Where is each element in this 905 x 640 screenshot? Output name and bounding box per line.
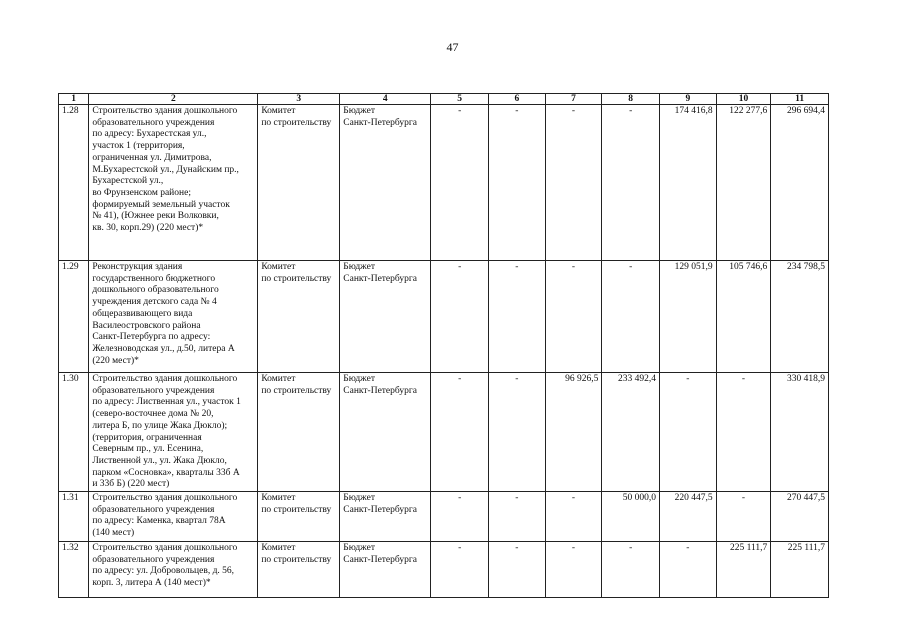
row-description	[89, 373, 258, 492]
row-value-c9: 129 051,9	[659, 261, 716, 373]
row-customer	[258, 542, 340, 598]
col-header-4: 4	[340, 94, 431, 105]
col-header-5: 5	[431, 94, 489, 105]
row-description-line: Строительство здания дошкольного	[92, 106, 238, 116]
column-number-row	[59, 94, 829, 105]
row-value-c5: -	[431, 261, 489, 373]
row-value-c10: 225 111,7	[716, 542, 771, 598]
row-description-line: общеразвивающего вида	[92, 308, 193, 319]
row-funding-source-line: Бюджет	[343, 106, 375, 116]
row-value-c11: 234 798,5	[771, 261, 829, 373]
row-funding-source	[340, 105, 431, 261]
row-description-line: во Фрунзенском районе;	[92, 187, 191, 198]
row-description-line: образовательного учреждения	[92, 385, 215, 396]
row-customer-line: по строительству	[261, 554, 332, 565]
row-value-c5: -	[431, 373, 489, 492]
row-customer	[258, 492, 340, 542]
row-value-c9: -	[659, 542, 716, 598]
row-description-line: по адресу: Лиственная ул., участок 1	[92, 397, 241, 408]
row-description-line: Северным пр., ул. Есенина,	[92, 444, 204, 455]
row-description	[89, 492, 258, 542]
row-value-c7: -	[545, 105, 602, 261]
row-funding-source-line: Санкт-Петербурга	[343, 385, 417, 396]
row-funding-source-line: Санкт-Петербурга	[343, 117, 417, 128]
row-value-c7: 96 926,5	[545, 373, 602, 492]
row-description-line: образовательного учреждения	[92, 504, 215, 515]
row-description-line: Железноводская ул., д.50, литера А	[92, 343, 235, 354]
col-header-1: 1	[59, 94, 89, 105]
row-description-line: (северо-восточнее дома № 20,	[92, 409, 214, 420]
row-value-c11: 225 111,7	[771, 542, 829, 598]
row-description-line: Бухарестской ул.,	[92, 176, 164, 187]
col-header-7: 7	[545, 94, 602, 105]
row-value-c6: -	[489, 261, 546, 373]
row-value-c6: -	[489, 542, 546, 598]
col-header-9: 9	[659, 94, 716, 105]
row-value-c10: -	[716, 373, 771, 492]
row-customer-line: Комитет	[261, 262, 296, 272]
row-funding-source-line: Бюджет	[343, 374, 375, 384]
row-customer-line: по строительству	[261, 504, 332, 515]
row-funding-source-line: Бюджет	[343, 262, 375, 272]
row-description-line: Санкт-Петербурга по адресу:	[92, 332, 211, 343]
row-customer-line: по строительству	[261, 273, 332, 284]
row-value-c7: -	[545, 542, 602, 598]
row-description-line: кв. 30, корп.29) (220 мест)*	[92, 223, 204, 234]
table-row	[59, 261, 829, 373]
row-customer	[258, 105, 340, 261]
row-description-line: (140 мест)	[92, 528, 135, 539]
row-value-c11: 270 447,5	[771, 492, 829, 542]
row-description	[89, 105, 258, 261]
row-value-c5: -	[431, 542, 489, 598]
row-id: 1.29	[59, 261, 89, 373]
row-id: 1.32	[59, 542, 89, 598]
row-customer-line: по строительству	[261, 385, 332, 396]
row-description-line: М.Бухарестской ул., Дунайским пр.,	[92, 164, 239, 175]
row-value-c9: 220 447,5	[659, 492, 716, 542]
row-value-c11: 330 418,9	[771, 373, 829, 492]
table-row	[59, 105, 829, 261]
row-description-line: Василеостровского района	[92, 320, 201, 331]
row-customer-line: по строительству	[261, 117, 332, 128]
row-customer	[258, 261, 340, 373]
row-customer-line: Комитет	[261, 106, 296, 116]
row-description-line: по адресу: Каменка, квартал 78А	[92, 516, 226, 527]
row-funding-source	[340, 492, 431, 542]
row-value-c8: -	[602, 261, 660, 373]
row-value-c7: -	[545, 492, 602, 542]
row-description-line: и 33б Б) (220 мест)	[92, 479, 170, 490]
row-customer-line: Комитет	[261, 543, 296, 554]
row-description	[89, 542, 258, 598]
col-header-11: 11	[771, 94, 829, 105]
col-header-6: 6	[489, 94, 546, 105]
row-value-c8: 233 492,4	[602, 373, 660, 492]
row-description-line: участок 1 (территория,	[92, 141, 185, 152]
row-value-c7: -	[545, 261, 602, 373]
row-description-line: корп. 3, литера А (140 мест)*	[92, 578, 211, 589]
row-description-line: литера Б, по улице Жака Дюкло);	[92, 420, 228, 431]
row-funding-source	[340, 373, 431, 492]
row-funding-source-line: Бюджет	[343, 543, 375, 554]
row-description	[89, 261, 258, 373]
row-funding-source-line: Санкт-Петербурга	[343, 504, 417, 515]
row-funding-source	[340, 261, 431, 373]
row-id: 1.28	[59, 105, 89, 261]
row-description-line: дошкольного образовательного	[92, 285, 219, 296]
row-description-line: Строительство здания дошкольного	[92, 493, 238, 504]
table-row	[59, 492, 829, 542]
row-description-line: парком «Сосновка», кварталы 33б А	[92, 467, 240, 478]
row-funding-source-line: Санкт-Петербурга	[343, 554, 417, 565]
row-value-c8: 50 000,0	[602, 492, 660, 542]
row-value-c6: -	[489, 105, 546, 261]
row-description-line: по адресу: Бухарестская ул.,	[92, 129, 207, 140]
row-customer	[258, 373, 340, 492]
row-description-line: государственного бюджетного	[92, 273, 216, 284]
row-value-c9: 174 416,8	[659, 105, 716, 261]
row-description-line: образовательного учреждения	[92, 554, 215, 565]
row-description-line: ограниченная ул. Димитрова,	[92, 152, 212, 163]
row-description-line: по адресу: ул. Добровольцев, д. 56,	[92, 566, 235, 577]
table-row	[59, 373, 829, 492]
row-description-line: формируемый земельный участок	[92, 199, 230, 210]
row-funding-source	[340, 542, 431, 598]
table-row	[59, 542, 829, 598]
col-header-2: 2	[89, 94, 258, 105]
row-description-line: (территория, ограниченная	[92, 432, 202, 443]
row-funding-source-line: Бюджет	[343, 493, 375, 504]
row-customer-line: Комитет	[261, 493, 296, 504]
row-description-line: Лиственной ул., ул. Жака Дюкло,	[92, 455, 227, 466]
row-value-c6: -	[489, 373, 546, 492]
row-description-line: учреждения детского сада № 4	[92, 297, 217, 308]
row-value-c5: -	[431, 105, 489, 261]
col-header-3: 3	[258, 94, 340, 105]
row-value-c10: -	[716, 492, 771, 542]
row-value-c9: -	[659, 373, 716, 492]
row-customer-line: Комитет	[261, 374, 296, 384]
row-id: 1.31	[59, 492, 89, 542]
row-description-line: Строительство здания дошкольного	[92, 374, 238, 384]
funding-table	[58, 93, 829, 598]
col-header-10: 10	[716, 94, 771, 105]
row-value-c6: -	[489, 492, 546, 542]
row-description-line: № 41), (Южнее реки Волковки,	[92, 211, 219, 222]
row-description-line: образовательного учреждения	[92, 117, 215, 128]
row-value-c8: -	[602, 542, 660, 598]
col-header-8: 8	[602, 94, 660, 105]
row-value-c10: 105 746,6	[716, 261, 771, 373]
page-number: 47	[446, 40, 459, 54]
row-value-c11: 296 694,4	[771, 105, 829, 261]
row-value-c5: -	[431, 492, 489, 542]
row-value-c10: 122 277,6	[716, 105, 771, 261]
row-value-c8: -	[602, 105, 660, 261]
row-description-line: Реконструкция здания	[92, 262, 183, 272]
row-id: 1.30	[59, 373, 89, 492]
row-description-line: (220 мест)*	[92, 355, 139, 366]
row-description-line: Строительство здания дошкольного	[92, 543, 238, 554]
row-funding-source-line: Санкт-Петербурга	[343, 273, 417, 284]
